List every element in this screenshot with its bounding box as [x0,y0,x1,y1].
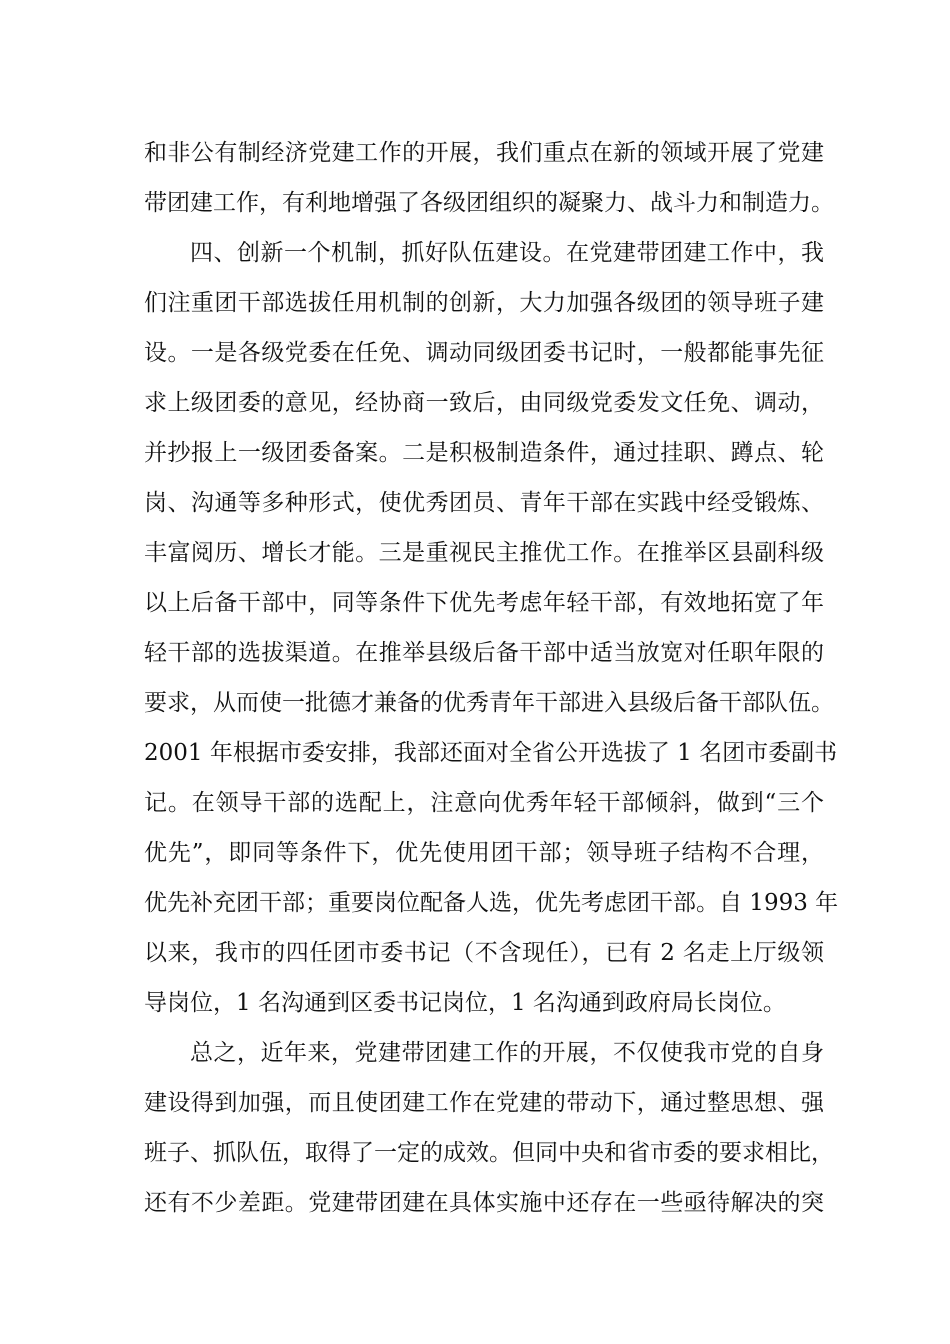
text-line: 导岗位，1 名沟通到区委书记岗位，1 名沟通到政府局长岗位。 [144,990,786,1016]
text-line: 还有不少差距。党建带团建在具体实施中还存在一些亟待解决的突 [144,1190,824,1216]
text-line: 建设得到加强，而且使团建工作在党建的带动下，通过整思想、强 [144,1090,824,1116]
text-line: 们注重团干部选拔任用机制的创新，大力加强各级团的领导班子建 [144,290,824,316]
text-line: 优先补充团干部；重要岗位配备人选，优先考虑团干部。自 1993 年 [144,890,839,916]
text-line: 岗、沟通等多种形式，使优秀团员、青年干部在实践中经受锻炼、 [144,490,824,516]
text-line: 优先”，即同等条件下，优先使用团干部；领导班子结构不合理， [144,840,824,866]
paragraph-first-line: 四、创新一个机制，抓好队伍建设。在党建带团建工作中，我 [190,240,824,266]
paragraph-first-line: 总之，近年来，党建带团建工作的开展，不仅使我市党的自身 [190,1040,824,1066]
text-line: 2001 年根据市委安排，我部还面对全省公开选拔了 1 名团市委副书 [144,740,838,766]
text-line: 班子、抓队伍，取得了一定的成效。但同中央和省市委的要求相比， [144,1140,834,1166]
text-line: 设。一是各级党委在任免、调动同级团委书记时，一般都能事先征 [144,340,824,366]
text-line: 和非公有制经济党建工作的开展，我们重点在新的领域开展了党建 [144,140,824,166]
text-line: 记。在领导干部的选配上，注意向优秀年轻干部倾斜，做到“三个 [144,790,824,816]
text-line: 轻干部的选拔渠道。在推举县级后备干部中适当放宽对任职年限的 [144,640,824,666]
text-line: 并抄报上一级团委备案。二是积极制造条件，通过挂职、蹲点、轮 [144,440,824,466]
text-line: 要求，从而使一批德才兼备的优秀青年干部进入县级后备干部队伍。 [144,690,834,716]
text-line: 以来，我市的四任团市委书记（不含现任），已有 2 名走上厅级领 [144,940,824,966]
text-line: 丰富阅历、增长才能。三是重视民主推优工作。在推举区县副科级 [144,540,824,566]
text-line: 以上后备干部中，同等条件下优先考虑年轻干部，有效地拓宽了年 [144,590,824,616]
text-line: 求上级团委的意见，经协商一致后，由同级党委发文任免、调动， [144,390,824,416]
document-body [144,128,839,1228]
text-line: 带团建工作，有利地增强了各级团组织的凝聚力、战斗力和制造力。 [144,190,834,216]
